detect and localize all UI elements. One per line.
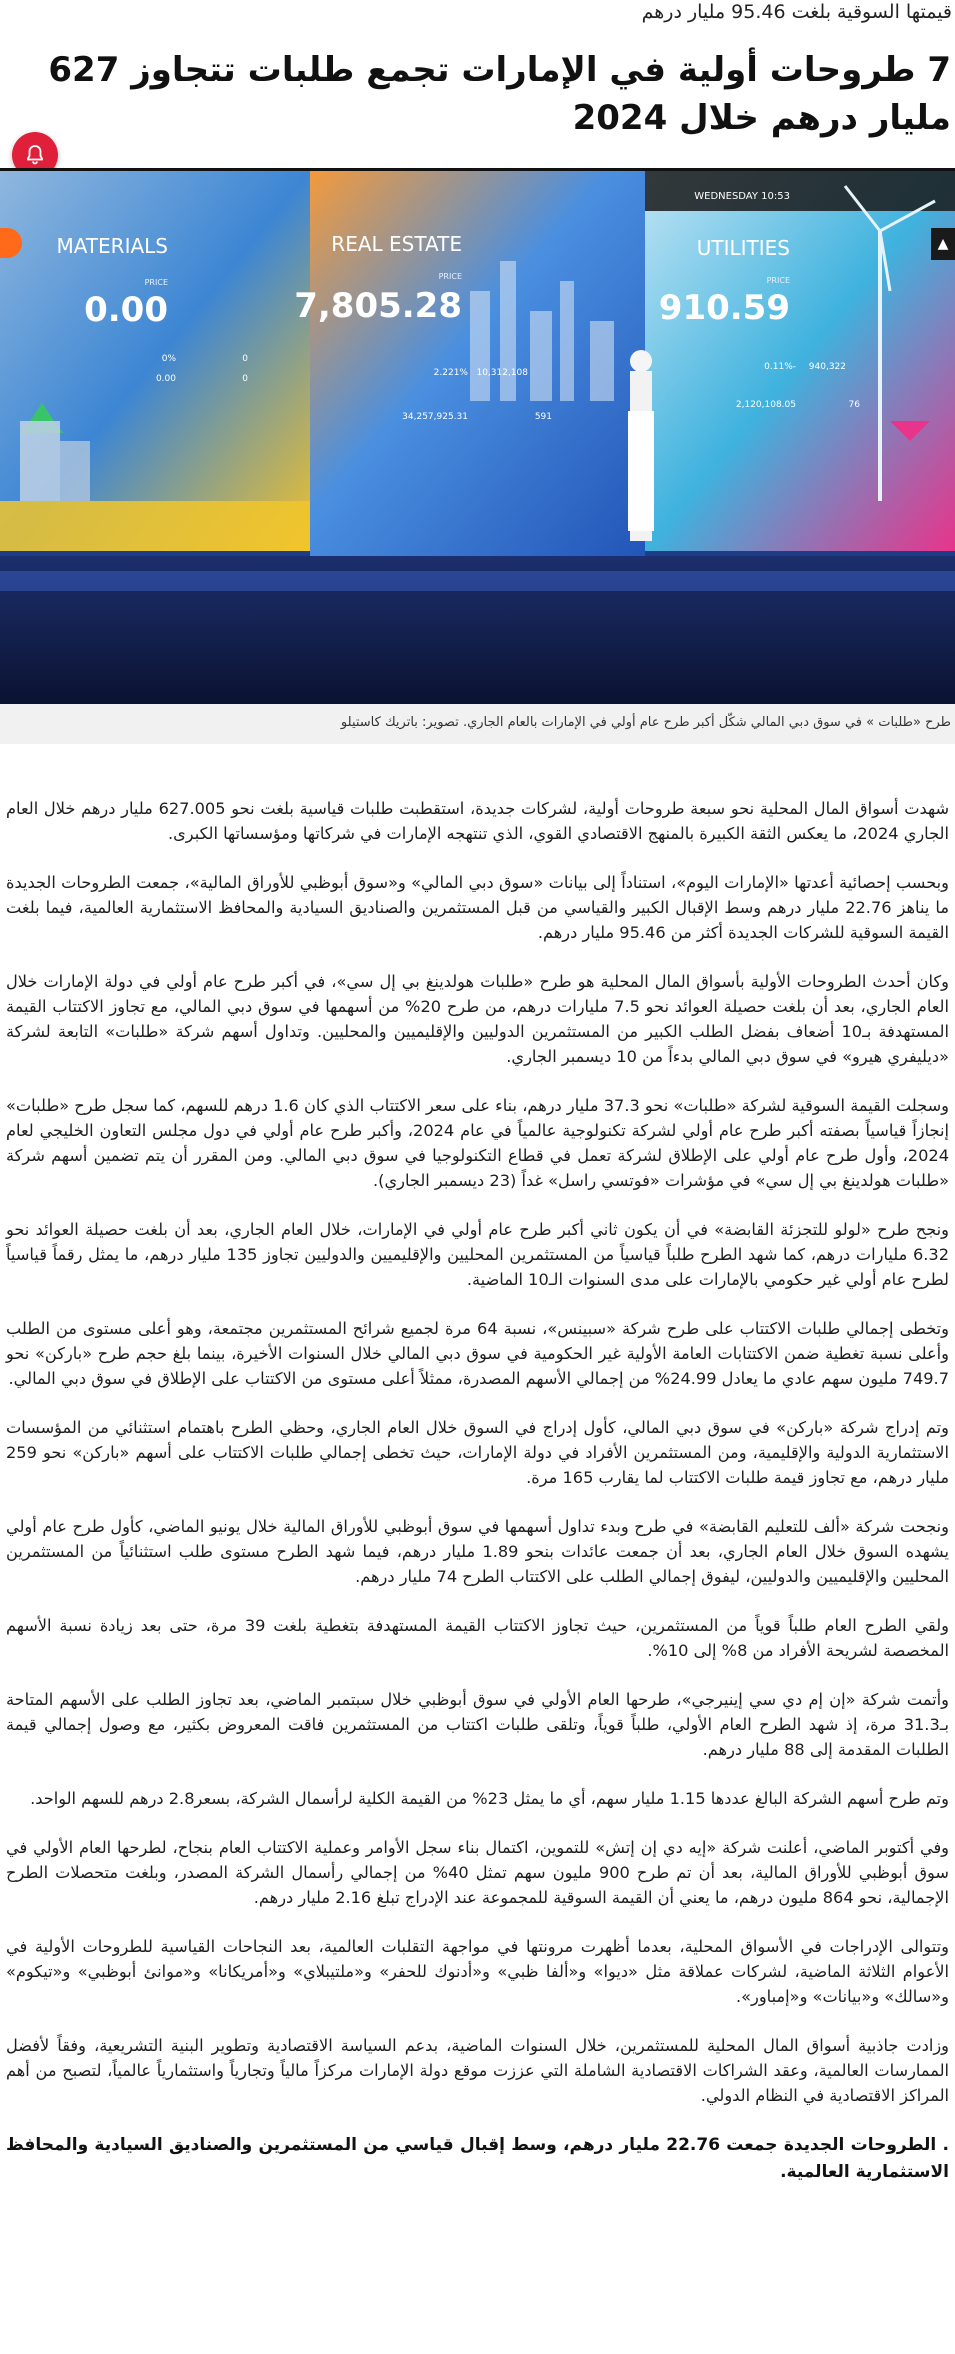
article-paragraph: شهدت أسواق المال المحلية نحو سبعة طروحات أولية، لشركات جديدة، استقطبت طلبات قياسية بلغت نحو 627.005 مليار درهم خلال العام الجاري 2024، ما يعكس الثقة الكبيرة بالمنهج الاقتصادي القوي، الذي تنتهجه الإمارات في شركاتها ومؤسساتها الكبرى.: [6, 799, 950, 843]
chevron-up-icon: ▲: [937, 236, 949, 252]
article-paragraph: وتخطى إجمالي طلبات الاكتتاب على طرح شركة «سبينس»، نسبة 64 مرة لجميع شرائح المستثمرين مجتمعة، وهو أعلى مستوى من الطلب وأعلى نسبة تغطية ضمن الاكتتابات العامة الأولية غير الحكومية في سوق دبي المالي خلال السنوات الأخيرة، بينما بلغ حجم طرح «باركن» نحو 749.7 مليون سهم عادي ما يعادل 24.99% من إجمالي الأسهم المصدرة، ممثلاً أعلى مستوى من الاكتتاب على الإطلاق في سوق دبي المالي.: [6, 1319, 950, 1388]
article-paragraph: وفي أكتوبر الماضي، أعلنت شركة «إيه دي إن إتش» للتموين، اكتمال بناء سجل الأوامر وعملية الاكتتاب العام بنجاح، لطرحها العام الأولي في سوق أبوظبي للأوراق المالية، بعد أن تم طرح 900 مليون سهم تمثل 40% من إجمالي رأسمال الشركة المصدر، وبلغت متحصلات الطرح الإجمالية، نحو 864 مليون درهم، ما يعني أن القيمة السوقية للمجموعة عند الإدراج تبلغ 2.16 مليار درهم.: [6, 1838, 949, 1907]
panel-stat1-materials: 0%: [161, 354, 176, 364]
panel-label-materials: MATERIALS: [56, 234, 168, 258]
top-summary-text: قيمتها السوقية بلغت 95.46 مليار درهم: [641, 1, 952, 23]
hero-image: [0, 168, 955, 704]
article-paragraph: وأتمت شركة «إن إم دي سي إينيرجي»، طرحها العام الأولي في سوق أبوظبي خلال سبتمبر الماضي، بعد تجاوز الطلب على الأسهم المتاحة بـ31.3 مرة، إذ شهد الطرح العام الأولي، طلباً قوياً، وتلقى طلبات اكتتاب من المستثمرين فاقت المعروض بكثير، مع وصول إجمالي قيمة الطلبات المقدمة إلى 88 مليار درهم.: [6, 1690, 949, 1759]
panel-price-label-materials: PRICE: [144, 278, 168, 287]
article-paragraph: وتتوالى الإدراجات في الأسواق المحلية، بعدما أظهرت مرونتها في مواجهة التقلبات العالمية، بعد النجاحات القياسية للطروحات الأولية في الأعوام الثلاثة الماضية، لشركات عملاقة مثل «ديوا» و«ألفا ظبي» و«أدنوك للحفر» و«ملتيبلاي» و«أمريكانا» و«موانئ أبوظبي» و«تيكوم» و«سالك» و«بيانات» و«إمباور».: [6, 1937, 949, 2006]
panel-stat2-utilities: 940,322: [808, 362, 846, 372]
panel-stat3-real-estate: 34,257,925.31: [402, 412, 468, 422]
scroll-up-button[interactable]: [931, 228, 955, 260]
article-paragraph: وتم إدراج شركة «باركن» في سوق دبي المالي، كأول إدراج في السوق خلال العام الجاري، وحظي الطرح باهتمام استثنائي من المؤسسات الاستثمارية الدولية والإقليمية، ومن المستثمرين الأفراد في دولة الإمارات، حيث تخطى إجمالي طلبات الاكتتاب على أسهم «باركن» نحو 259 مليار درهم، مع تجاوز قيمة طلبات الاكتتاب لما يقارب 165 مرة.: [6, 1418, 949, 1487]
article-paragraph: ونجح طرح «لولو للتجزئة القابضة» في أن يكون ثاني أكبر طرح عام أولي في الإمارات، خلال العام الجاري، بعد أن بلغت حصيلة العوائد نحو 6.32 مليارات درهم، كما شهد الطرح طلباً قياسياً من المستثمرين المحليين والإقليميين والدوليين تجاوز 135 مليار درهم، ما يمثل رقماً قياسياً لطرح عام أولي غير حكومي بالإمارات على مدى السنوات الـ10 الماضية.: [6, 1220, 949, 1289]
article-paragraph: وتم طرح أسهم الشركة البالغ عددها 1.15 مليار سهم، أي ما يمثل 23% من القيمة الكلية لرأسمال الشركة، بسعر2.8 درهم للسهم الواحد.: [30, 1789, 949, 1808]
panel-price-utilities: 910.59: [658, 288, 790, 328]
article-paragraph: وسجلت القيمة السوقية لشركة «طلبات» نحو 37.3 مليار درهم، بناء على سعر الاكتتاب الذي كان 1.6 درهم للسهم، كما سجل طرح «طلبات» إنجازاً قياسياً بصفته أكبر طرح عام أولي لشركة تكنولوجية عالمياً في عام 2024، وأكبر طرح عام أولي في دول مجلس التعاون الخليجي لعام 2024، وأول طرح عام أولي على الإطلاق لشركة تعمل في قطاع التكنولوجيا في سوق دبي المالي. ومن المقرر أن يتم تضمين أسهم شركة «طلبات هولدينغ بي إل سي» في مؤشرات «فوتسي راسل» غداً (23 ديسمبر الجاري).: [6, 1096, 949, 1190]
panel-stat1-real-estate: 2.221%: [433, 368, 468, 378]
clock-readout: 10:53 WEDNESDAY: [694, 191, 790, 202]
panel-stat1-utilities: -0.11%: [764, 362, 796, 372]
article-paragraph: ولقي الطرح العام طلباً قوياً من المستثمرين، حيث تجاوز الاكتتاب القيمة المستهدفة بتغطية بلغت 39 مرة، حتى بعد زيادة نسبة الأسهم المخصصة لشريحة الأفراد من 8% إلى 10%.: [6, 1616, 949, 1660]
panel-stat2-real-estate: 10,312,108: [476, 368, 528, 378]
panel-stat3-utilities: 2,120,108.05: [735, 400, 796, 410]
panel-price-label-utilities: PRICE: [766, 276, 790, 285]
panel-stat4-utilities: 76: [848, 400, 860, 410]
article-body: [0, 796, 955, 2210]
image-caption: طرح «طلبات » في سوق دبي المالي شكّل أكبر طرح عام أولي في الإمارات بالعام الجاري. تصوير: باتريك كاستيلو: [340, 715, 951, 730]
panel-price-materials: 0.00: [84, 290, 168, 330]
stock-screen-illustration: [0, 171, 955, 704]
panel-price-real-estate: 7,805.28: [294, 286, 462, 326]
article-paragraph: وكان أحدث الطروحات الأولية بأسواق المال المحلية هو طرح «طلبات هولدينغ بي إل سي»، في أكبر طرح عام أولي في دولة الإمارات خلال العام الجاري، بعد أن بلغت حصيلة العوائد نحو 7.5 مليارات درهم، من طرح 20% من أسهمها في سوق دبي المالي، مع تجاوز الاكتتاب القيمة المستهدفة بـ10 أضعاف بفضل الطلب الكبير من المستثمرين الدوليين والإقليميين والمحليين. وتداول أسهم شركة «طلبات» التابعة لشركة «ديليفري هيرو» في سوق دبي المالي بدءاً من 10 ديسمبر الجاري.: [6, 972, 949, 1066]
panel-stat3-materials: 0.00: [155, 374, 176, 384]
bell-icon: [23, 143, 47, 167]
panel-label-real-estate: REAL ESTATE: [331, 232, 462, 256]
article-paragraph: وبحسب إحصائية أعدتها «الإمارات اليوم»، استناداً إلى بيانات «سوق دبي المالي» و«سوق أبوظبي للأوراق المالية»، جمعت الطروحات الجديدة ما يناهز 22.76 مليار درهم وسط الإقبال الكبير والقياسي من قبل المستثمرين والصناديق السيادية والمحافظ الاستثمارية العالمية، فيما بلغت القيمة السوقية للشركات الجديدة أكثر من 95.46 مليار درهم.: [6, 873, 949, 942]
article-headline: 7 طروحات أولية في الإمارات تجمع طلبات تتجاوز 627 مليار درهم خلال 2024: [48, 50, 951, 138]
panel-price-label-real-estate: PRICE: [438, 272, 462, 281]
article-paragraph: ونجحت شركة «ألف للتعليم القابضة» في طرح وبدء تداول أسهمها في سوق أبوظبي للأوراق المالية خلال يونيو الماضي، كأول طرح عام أولي يشهده السوق خلال العام الجاري، بعد أن جمعت عائدات بنحو 1.89 مليار درهم، فيما شهد الطرح مستوى طلب استثنائياً من المستثمرين المحليين والإقليميين والدوليين، ليفوق إجمالي الطلب على الاكتتاب الطرح 74 مليار درهم.: [6, 1517, 950, 1586]
panel-stat2-materials: 0: [242, 354, 248, 364]
panel-stat4-real-estate: 591: [534, 412, 552, 422]
panel-stat4-materials: 0: [242, 374, 248, 384]
top-summary-line: [0, 0, 955, 26]
article-highlight: . الطروحات الجديدة جمعت 22.76 مليار درهم، وسط إقبال قياسي من المستثمرين والصناديق السيادية والمحافظ الاستثمارية العالمية.: [6, 2135, 949, 2182]
panel-label-utilities: UTILITIES: [696, 236, 790, 260]
article-paragraph: وزادت جاذبية أسواق المال المحلية للمستثمرين، خلال السنوات الماضية، بدعم السياسة الاقتصادية وتطوير البنية التشريعية، وفقاً لأفضل الممارسات العالمية، وعقد الشراكات الاقتصادية الشاملة التي عززت موقع دولة الإمارات مركزاً مالياً وتجارياً واستثمارياً عالمياً، لتصبح من أهم المراكز الاقتصادية في النظام الدولي.: [6, 2036, 949, 2105]
